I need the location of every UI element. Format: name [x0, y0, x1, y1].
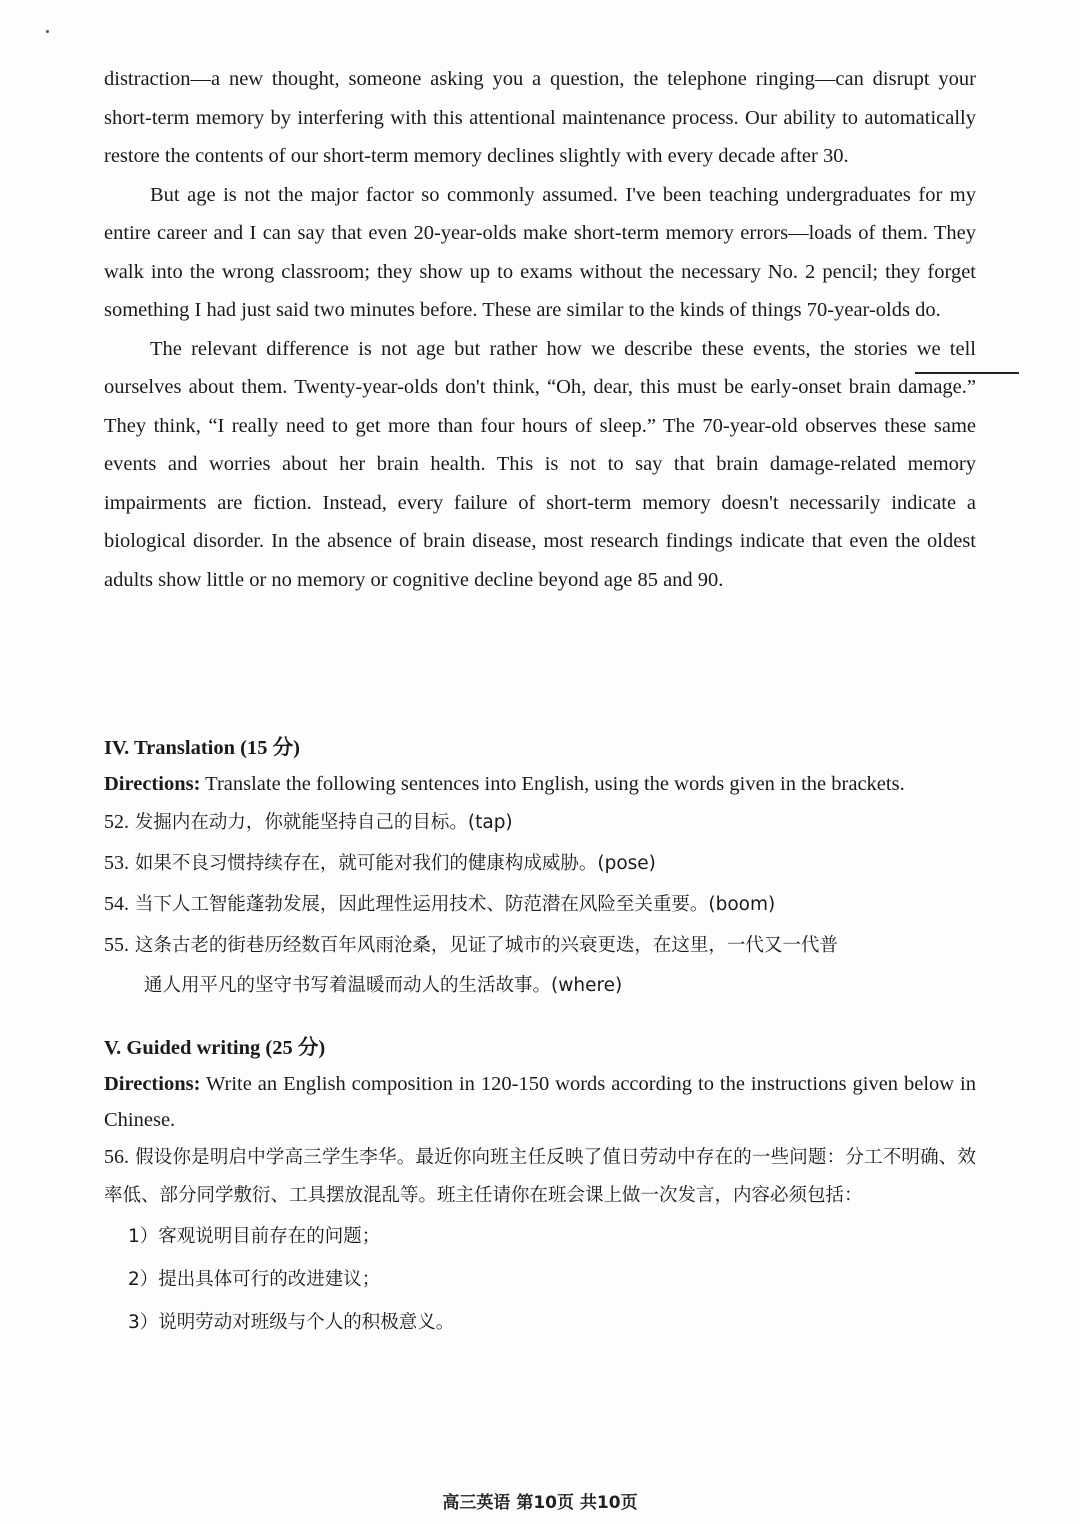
- directions-text: Write an English composition in 120-150 words according to the instructions given below in Chinese.: [104, 1073, 976, 1131]
- question-number: 53.: [104, 852, 129, 874]
- translation-section: [104, 730, 976, 1006]
- directions-text: Translate the following sentences into English, using the words given in the brackets.: [200, 773, 905, 795]
- translation-title: IV. Translation (15 分): [104, 737, 300, 759]
- requirement-1: 1）客观说明目前存在的问题；: [128, 1226, 381, 1247]
- page-footer: 高三英语 第10页 共10页: [442, 1493, 638, 1513]
- question-text: 这条古老的街巷历经数百年风雨沧桑，见证了城市的兴衰更迭，在这里，一代又一代普: [129, 935, 838, 956]
- directions-label: Directions:: [104, 773, 201, 795]
- question-number: 52.: [104, 811, 129, 833]
- question-55-continuation: 通人用平凡的坚守书写着温暖而动人的生活故事。(where): [144, 975, 623, 996]
- requirement-3: 3）说明劳动对班级与个人的积极意义。: [128, 1312, 455, 1333]
- question-number: 56.: [104, 1146, 129, 1168]
- passage-paragraph-2: But age is not the major factor so commonly assumed. I've been teaching undergraduates for my entire career and I can say that even 20-year-olds make short-term memory errors—loads of them. They walk into the wrong classroom; they show up to exams without the necessary No. 2 pencil; they forget something I had just said two minutes before. These are similar to the kinds of things 70-year-olds do.: [104, 183, 976, 321]
- handwritten-underline-mark: [915, 372, 1019, 374]
- question-55: [104, 925, 976, 966]
- writing-directions: [104, 1066, 976, 1138]
- writing-title: V. Guided writing (25 分): [104, 1037, 326, 1059]
- question-text: 如果不良习惯持续存在，就可能对我们的健康构成威胁。(pose): [129, 853, 656, 874]
- requirement-2: 2）提出具体可行的改进建议；: [128, 1269, 381, 1290]
- guided-writing-section: [104, 1030, 976, 1344]
- writing-prompt: [104, 1138, 976, 1215]
- passage-paragraph-3: The relevant difference is not age but rather how we describe these events, the stories we tell ourselves about them. Twenty-year-olds don't think, “Oh, dear, this must be early-onset brain damage.” They think, “I really need to get more than four hours of sleep.” The 70-year-old observes these same events and worries about her brain health. This is not to say that brain damage-related memory impairments are fiction. Instead, every failure of short-term memory doesn't necessarily indicate a biological disorder. In the absence of brain disease, most research findings indicate that even the oldest adults show little or no memory or cognitive decline beyond age 85 and 90.: [104, 337, 976, 591]
- question-text: 发掘内在动力，你就能坚持自己的目标。(tap): [129, 812, 513, 833]
- question-number: 54.: [104, 893, 129, 915]
- question-text: 当下人工智能蓬勃发展，因此理性运用技术、防范潜在风险至关重要。(boom): [129, 894, 776, 915]
- prompt-text: 假设你是明启中学高三学生李华。最近你向班主任反映了值日劳动中存在的一些问题：分工不明确、效率低、部分同学敷衍、工具摆放混乱等。班主任请你在班会课上做一次发言，内容必须包括：: [104, 1147, 976, 1206]
- passage-paragraph-1: distraction—a new thought, someone asking you a question, the telephone ringing—can disrupt your short-term memory by interfering with this attentional maintenance process. Our ability to automatically restore the contents of our short-term memory declines slightly with every decade after 30.: [104, 68, 976, 167]
- stray-dot-mark: [46, 30, 49, 33]
- question-number: 55.: [104, 934, 129, 956]
- question-54: [104, 884, 976, 925]
- directions-label: Directions:: [104, 1073, 201, 1095]
- question-52: [104, 802, 976, 843]
- reading-passage: [104, 60, 976, 599]
- question-53: [104, 843, 976, 884]
- translation-directions: [104, 766, 976, 802]
